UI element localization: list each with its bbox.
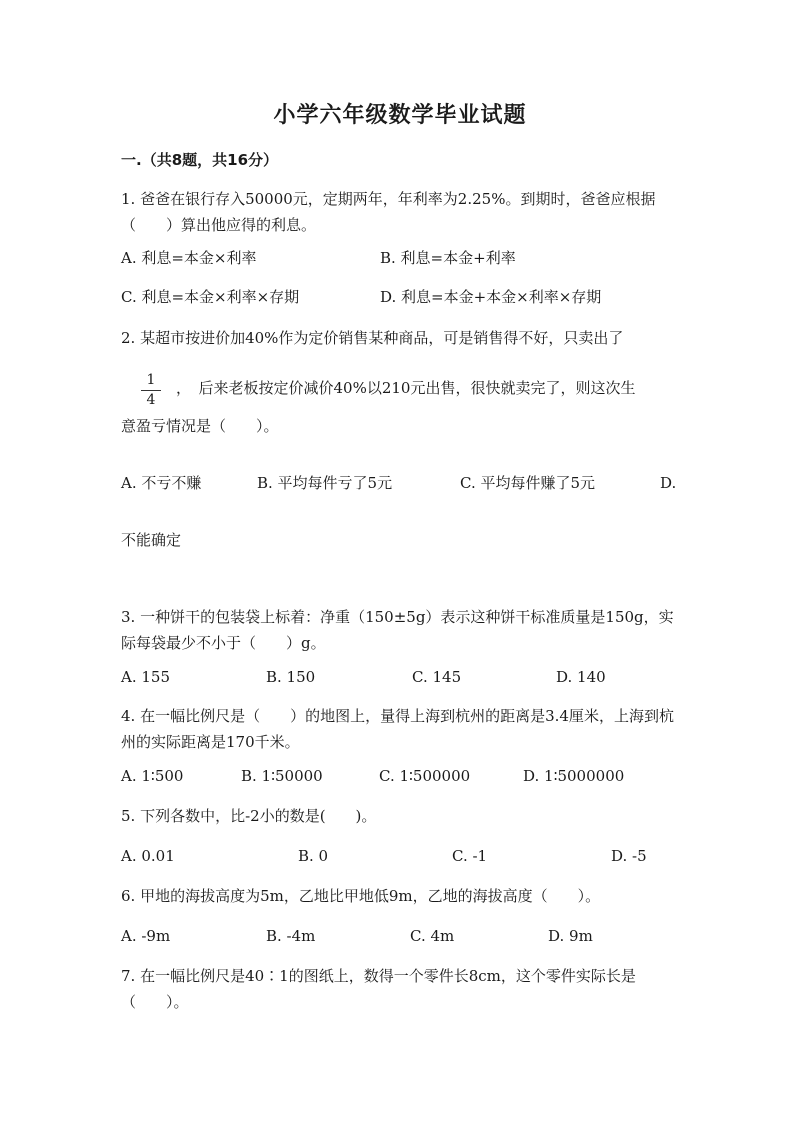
q2-option-b[interactable]: B. 平均每件亏了5元 (257, 474, 393, 492)
question-4-stem: 4. 在一幅比例尺是（ ）的地图上，量得上海到杭州的距离是3.4厘米，上海到杭州的实际距离是170千米。 (121, 707, 674, 751)
page-title: 小学六年级数学毕业试题 (273, 103, 527, 128)
q3-option-c[interactable]: C. 145 (412, 668, 462, 686)
fraction-one-quarter (141, 372, 161, 409)
q4-option-d[interactable]: D. 1∶5000000 (523, 767, 625, 785)
q4-option-a[interactable]: A. 1∶500 (121, 767, 184, 785)
q1-option-a[interactable]: A. 利息=本金×利率 (121, 249, 257, 267)
q6-option-d[interactable]: D. 9m (548, 927, 593, 945)
question-3-stem: 3. 一种饼干的包装袋上标着：净重（150±5g）表示这种饼干标准质量是150g，实际每袋最少不小于（ ）g。 (121, 608, 674, 652)
q4-option-b[interactable]: B. 1∶50000 (241, 767, 323, 785)
question-2-line-1: 2. 某超市按进价加40%作为定价销售某种商品，可是销售得不好，只卖出了 (121, 329, 624, 347)
q6-option-a[interactable]: A. -9m (121, 927, 171, 945)
q1-option-b[interactable]: B. 利息=本金+利率 (380, 249, 516, 267)
q2-option-c[interactable]: C. 平均每件赚了5元 (460, 474, 596, 492)
q5-option-b[interactable]: B. 0 (298, 847, 329, 865)
q1-option-c[interactable]: C. 利息=本金×利率×存期 (121, 288, 300, 306)
question-1-stem: 1. 爸爸在银行存入50000元，定期两年，年利率为2.25%。到期时，爸爸应根据（ ）算出他应得的利息。 (121, 190, 656, 234)
fraction-numerator: 1 (146, 372, 156, 388)
q5-option-c[interactable]: C. -1 (452, 847, 488, 865)
question-7-stem: 7. 在一幅比例尺是40∶1的图纸上，数得一个零件长8cm，这个零件实际长是（ ）。 (121, 967, 636, 1011)
q3-option-a[interactable]: A. 155 (121, 668, 170, 686)
q3-option-b[interactable]: B. 150 (266, 668, 316, 686)
q2-option-d[interactable]: D. (660, 474, 677, 492)
question-5-stem: 5. 下列各数中，比-2小的数是( )。 (121, 807, 377, 825)
question-2-line-3: 意盈亏情况是（ ）。 (121, 417, 279, 435)
q4-option-c[interactable]: C. 1∶500000 (379, 767, 471, 785)
q5-option-d[interactable]: D. -5 (611, 847, 647, 865)
q6-option-b[interactable]: B. -4m (266, 927, 316, 945)
q5-option-a[interactable]: A. 0.01 (121, 847, 175, 865)
q2-option-d-text[interactable]: 不能确定 (121, 531, 182, 549)
question-6-stem: 6. 甲地的海拔高度为5m，乙地比甲地低9m，乙地的海拔高度（ ）。 (121, 887, 601, 905)
q1-option-d[interactable]: D. 利息=本金+本金×利率×存期 (380, 288, 602, 306)
section-heading: 一.（共8题，共16分） (121, 151, 279, 169)
fraction-denominator: 4 (146, 392, 156, 408)
question-2-line-2: ， 后来老板按定价减价40%以210元出售，很快就卖完了，则这次生 (176, 379, 636, 397)
q3-option-d[interactable]: D. 140 (556, 668, 606, 686)
q6-option-c[interactable]: C. 4m (410, 927, 455, 945)
fraction-bar (141, 390, 161, 391)
q2-option-a[interactable]: A. 不亏不赚 (121, 474, 202, 492)
